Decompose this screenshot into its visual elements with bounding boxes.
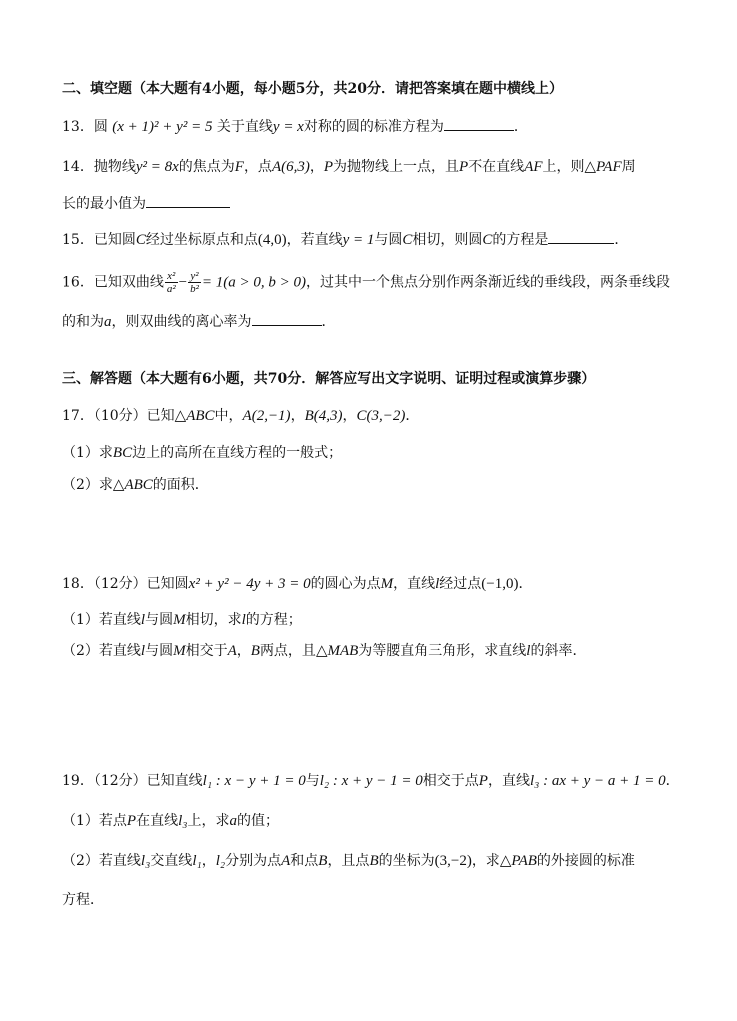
question-16-line2: 的和为a，则双曲线的离心率为 ． [62, 311, 336, 332]
question-13: 13．圆 (x + 1)² + y² = 5 关于直线y = x对称的圆的标准方程为 ． [62, 116, 528, 137]
question-14: 14．抛物线y² = 8x的焦点为F，点A(6,3)，P为抛物线上一点，且P不在直线AF上，则△PAF周 [62, 159, 636, 175]
score: （10分） [93, 408, 147, 424]
answer-blank [548, 229, 614, 244]
question-number: 16． [62, 274, 94, 291]
question-19: 19．（12分）已知直线l₁ : x − y + 1 = 0与l₂ : x + y − 1 = 0相交于点P，直线l₃ : ax + y − a + 1 = 0． [62, 773, 680, 789]
question-17: 17．（10分）已知△ABC中，A(2,−1)，B(4,3)，C(3,−2)． [62, 408, 420, 424]
question-number: 18． [62, 576, 94, 592]
question-number: 17． [62, 408, 94, 424]
question-18-part2: （2）若直线l与圆M相交于A，B两点，且△MAB为等腰直角三角形，求直线l的斜率． [62, 643, 587, 659]
question-number: 13． [62, 119, 94, 135]
answer-blank [252, 311, 322, 326]
question-18-part1: （1）若直线l与圆M相切，求l的方程； [62, 612, 302, 628]
question-number: 14． [62, 159, 94, 175]
question-19-part1: （1）若点P在直线l₃上，求a的值； [62, 813, 279, 829]
question-14-line2: 长的最小值为 [62, 193, 230, 214]
answer-blank [444, 116, 514, 131]
fraction-x: $\frac{\text{x²}}{\text{a²}}$ [166, 270, 176, 295]
score: （12分） [93, 773, 147, 789]
question-number: 15． [62, 232, 94, 248]
equation: (x + 1)² + y² = 5 [112, 119, 213, 135]
answer-blank [146, 193, 230, 208]
fraction-y: $\frac{\text{y²}}{\text{b²}}$ [190, 270, 199, 295]
question-17-part1: （1）求BC边上的高所在直线方程的一般式； [62, 445, 343, 461]
section3-header: 三、解答题（本大题有6小题，共70分．解答应写出文字说明、证明过程或演算步骤） [62, 371, 596, 387]
question-17-part2: （2）求△ABC的面积． [62, 477, 209, 493]
question-19-part2: （2）若直线l₃交直线l₁，l₂分别为点A和点B，且点B的坐标为(3,−2)，求△PAB的外接圆的标准 [62, 853, 635, 869]
question-18: 18．（12分）已知圆x² + y² − 4y + 3 = 0的圆心为点M，直线l经过点(−1,0)． [62, 576, 533, 592]
question-16: 16．已知双曲线 $\frac{\text{x²}}{\text{a²}}$ − $\frac{\text{y²}}{\text{b²}}$ = 1(a > 0, b > 0)，过其中一个焦点分别作两条渐近线的垂线段，两条垂线段 [62, 270, 671, 295]
question-15: 15．已知圆C经过坐标原点和点(4,0)，若直线y = 1与圆C相切，则圆C的方程是 ． [62, 229, 628, 250]
score: （12分） [93, 576, 147, 592]
question-19-line2: 方程． [62, 892, 104, 908]
section2-header: 二、填空题（本大题有4小题，每小题5分，共20分．请把答案填在题中横线上） [62, 81, 563, 97]
question-number: 19． [62, 773, 94, 789]
